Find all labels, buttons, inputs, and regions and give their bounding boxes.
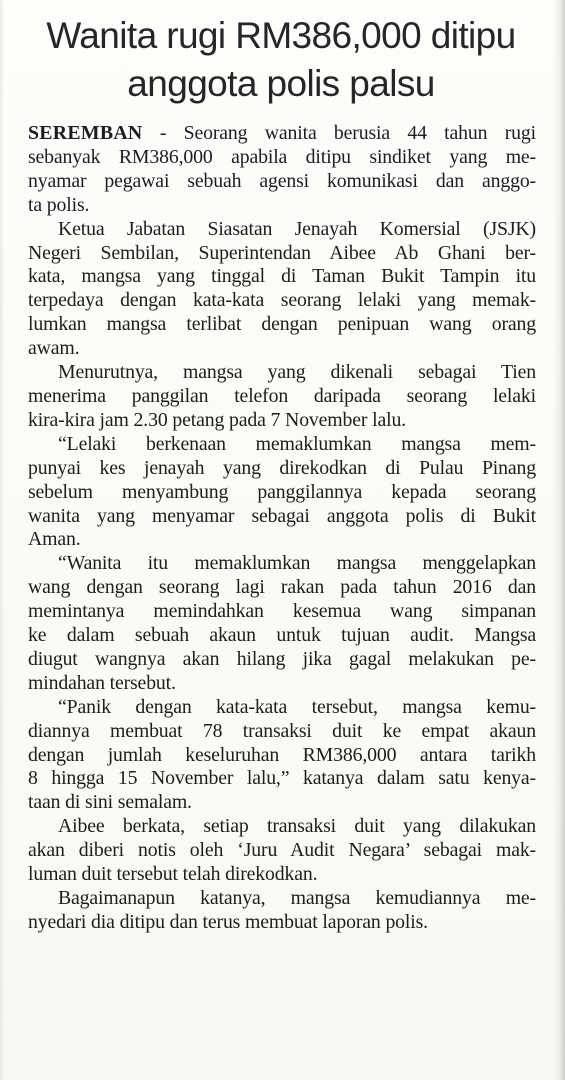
paragraph-line: ta polis. bbox=[28, 193, 90, 216]
paragraph-line: taan di sini semalam. bbox=[28, 791, 192, 814]
paragraph-line: Negeri Sembilan, Superintendan Aibee Ab Ghani ber- bbox=[28, 241, 536, 264]
paragraph-line: sebanyak RM386,000 apabila ditipu sindiket yang me- bbox=[28, 145, 536, 168]
paragraph-line bbox=[28, 122, 536, 146]
paragraph-line: wanita yang menyamar sebagai anggota polis di Bukit bbox=[28, 504, 536, 527]
headline-line-1: Wanita rugi RM386,000 ditipu bbox=[46, 15, 516, 56]
paragraph-line: ke dalam sebuah akaun untuk tujuan audit. Mangsa bbox=[28, 624, 536, 647]
paragraph-line: sebelum menyambung panggilannya kepada seorang bbox=[28, 480, 536, 503]
paragraph-line: kata, mangsa yang tinggal di Taman Bukit Tampin itu bbox=[28, 265, 536, 288]
paragraph-line: mindahan tersebut. bbox=[28, 671, 176, 694]
paper-left-edge bbox=[0, 0, 4, 1080]
paragraph-line: terpedaya dengan kata-kata seorang lelaki yang memak- bbox=[28, 289, 536, 312]
paragraph-line: “Wanita itu memaklumkan mangsa menggelapkan bbox=[58, 552, 536, 575]
paragraph-line: nyedari dia ditipu dan terus membuat laporan polis. bbox=[28, 910, 428, 933]
article-paragraph bbox=[28, 815, 536, 887]
paragraph-line: punyai kes jenayah yang direkodkan di Pulau Pinang bbox=[28, 456, 536, 479]
article-headline bbox=[12, 12, 550, 108]
paragraph-line: akan diberi notis oleh ‘Juru Audit Negara’ sebagai mak- bbox=[28, 839, 536, 862]
paragraph-line-text: - Seorang wanita berusia 44 tahun rugi bbox=[142, 122, 536, 144]
paragraph-line: kira-kira jam 2.30 petang pada 7 November lalu. bbox=[28, 408, 406, 431]
paragraph-line: awam. bbox=[28, 337, 80, 360]
paragraph-line: wang dengan seorang lagi rakan pada tahun 2016 dan bbox=[28, 576, 536, 599]
paragraph-line: lumkan mangsa terlibat dengan penipuan wang orang bbox=[28, 313, 536, 336]
paragraph-line: Bagaimanapun katanya, mangsa kemudiannya me- bbox=[58, 887, 536, 909]
paragraph-line: Aman. bbox=[28, 528, 81, 551]
paragraph-line: “Lelaki berkenaan memaklumkan mangsa mem- bbox=[58, 432, 536, 455]
paragraph-line: diannya membuat 78 transaksi duit ke empat akaun bbox=[28, 719, 536, 742]
paragraph-line: 8 hingga 15 November lalu,” katanya dalam satu kenya- bbox=[28, 767, 536, 790]
paragraph-line: Ketua Jabatan Siasatan Jenayah Komersial (JSJK) bbox=[58, 217, 536, 240]
article-paragraph bbox=[28, 361, 536, 433]
article-paragraph bbox=[28, 552, 536, 695]
article-body bbox=[28, 122, 536, 935]
article-paragraph bbox=[28, 433, 536, 553]
paragraph-line: dengan jumlah keseluruhan RM386,000 antara tarikh bbox=[28, 743, 536, 766]
paragraph-line: luman duit tersebut telah direkodkan. bbox=[28, 863, 318, 886]
article-paragraph bbox=[28, 122, 536, 218]
article-paragraph bbox=[28, 218, 536, 361]
paragraph-line: diugut wangnya akan hilang jika gagal melakukan pe- bbox=[28, 647, 536, 670]
paragraph-line: memintanya memindahkan kesemua wang simpanan bbox=[28, 600, 536, 623]
paragraph-line: “Panik dengan kata-kata tersebut, mangsa kemu- bbox=[58, 695, 536, 718]
article-paragraph bbox=[28, 696, 536, 816]
dateline: SEREMBAN bbox=[28, 122, 143, 144]
paragraph-line: Aibee berkata, setiap transaksi duit yang dilakukan bbox=[58, 815, 536, 838]
article-paragraph bbox=[28, 887, 536, 935]
paragraph-line: Menurutnya, mangsa yang dikenali sebagai Tien bbox=[58, 361, 536, 384]
paper-right-edge-shadow bbox=[553, 0, 565, 1080]
paragraph-line: menerima panggilan telefon daripada seorang lelaki bbox=[28, 384, 536, 407]
paragraph-line: nyamar pegawai sebuah agensi komunikasi dan anggo- bbox=[28, 169, 536, 192]
headline-line-2: anggota polis palsu bbox=[127, 63, 435, 104]
